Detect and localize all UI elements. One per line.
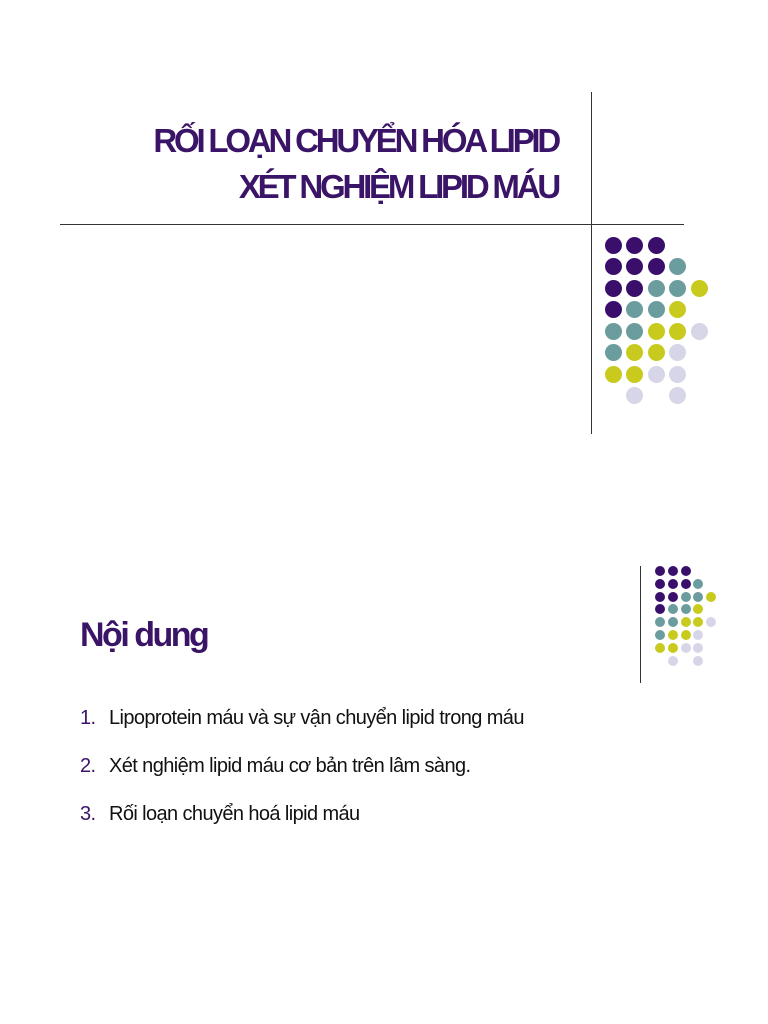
dot [693,592,703,602]
dot [669,387,686,404]
slide-title [153,118,558,210]
dot [648,344,665,361]
dot [648,237,665,254]
vertical-divider [640,566,641,683]
dot [669,258,686,275]
dot [626,280,643,297]
list-item [80,802,524,850]
dot [681,566,691,576]
dot [605,323,622,340]
dot [693,630,703,640]
dot [648,301,665,318]
dot [655,579,665,589]
dot [626,344,643,361]
list-item-number: 2. [80,755,96,777]
dot [655,643,665,653]
dot [681,592,691,602]
dot [655,592,665,602]
dot [668,643,678,653]
dot [681,617,691,627]
dot [706,617,716,627]
dot [691,323,708,340]
dot [648,280,665,297]
dot [669,344,686,361]
dot [626,258,643,275]
dot [669,280,686,297]
horizontal-divider [60,224,684,225]
dot [605,366,622,383]
vertical-divider [591,92,592,434]
dot [605,280,622,297]
slide-title-line-1: RỐI LOẠN CHUYỂN HÓA LIPID [153,122,558,159]
dot [626,301,643,318]
dot [655,617,665,627]
list-item [80,706,524,754]
list-item [80,754,524,802]
dot [691,280,708,297]
dot [681,604,691,614]
dot [626,387,643,404]
slide-title-line-2: XÉT NGHIỆM LIPID MÁU [238,168,558,205]
dot [669,323,686,340]
dot [693,656,703,666]
dot [648,366,665,383]
dot [681,630,691,640]
list-item-text: Xét nghiệm lipid máu cơ bản trên lâm sàng. [109,755,471,777]
dot [626,366,643,383]
dot [655,566,665,576]
dot [655,630,665,640]
list-item-text: Rối loạn chuyển hoá lipid máu [109,803,360,825]
dot [605,344,622,361]
dot [668,617,678,627]
dot [648,258,665,275]
dot [669,301,686,318]
dot [681,579,691,589]
dot [668,579,678,589]
dot [668,656,678,666]
dot [648,323,665,340]
dot [668,566,678,576]
contents-list [80,706,524,850]
dot [668,604,678,614]
contents-heading: Nội dung [80,616,208,654]
dot [706,592,716,602]
dot [668,592,678,602]
dot [605,237,622,254]
dot [605,258,622,275]
dot [626,323,643,340]
dot [693,617,703,627]
dot [693,604,703,614]
contents-slide [0,540,768,860]
dot [693,579,703,589]
list-item-text: Lipoprotein máu và sự vận chuyển lipid trong máu [109,707,524,729]
dot [655,604,665,614]
dot [605,301,622,318]
title-slide [0,0,768,500]
dot [626,237,643,254]
dot [681,643,691,653]
dot [693,643,703,653]
list-item-number: 1. [80,707,96,729]
dot [669,366,686,383]
dot [668,630,678,640]
list-item-number: 3. [80,803,96,825]
